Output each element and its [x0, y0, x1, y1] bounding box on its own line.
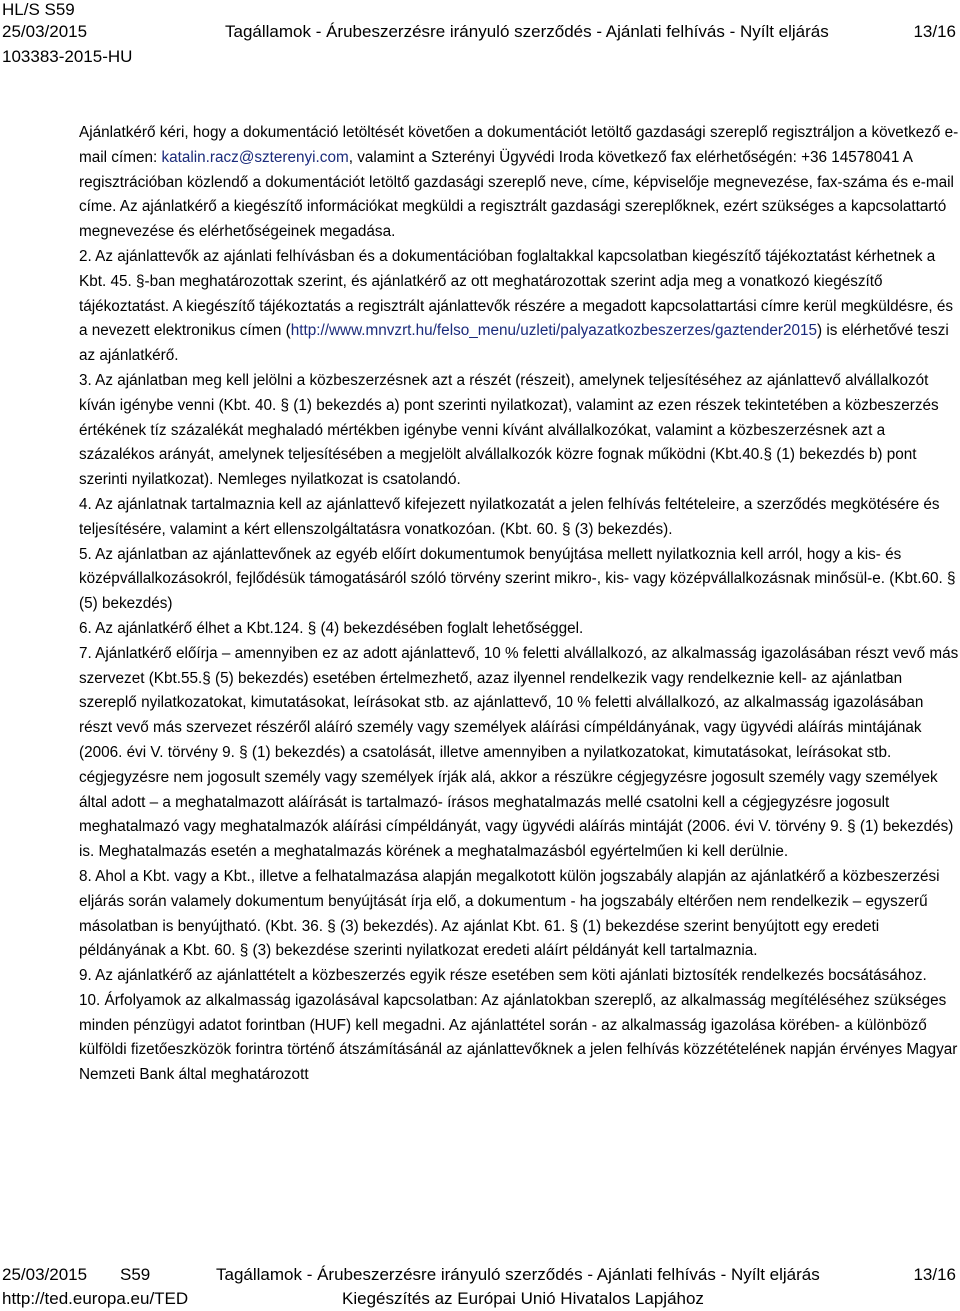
paragraph-2 — [79, 245, 959, 369]
paragraph-9: 9. Az ajánlatkérő az ajánlattételt a közbeszerzés egyik része esetében sem köti ajánlati biztosíték rendelkezés bocsátásához. — [79, 967, 927, 985]
paragraph-text: 2. Az ajánlattevők az ajánlati felhívásban és a dokumentációban foglaltakkal kapcsolatban kiegészítő tájékoztatást kérhetnek a Kbt. 45. §-ban meghatározottak szerint, és ajánlatkérő az ott meghatározottak szerint adja meg a vonatkozó kiegészítő tájékoztatást. A kiegészítő tájékoztatás a regisztrált ajánlattevők részére a megadott kapcsolattartási címre kerül megküldésre, és a nevezett elektronikus címen ( — [79, 247, 954, 340]
footer-publisher: Kiegészítés az Európai Unió Hivatalos Lapjához — [342, 1289, 704, 1308]
header-date: 25/03/2015 — [2, 22, 88, 41]
footer-title: Tagállamok - Árubeszerzésre irányuló szerződés - Ajánlati felhívás - Nyílt eljárás — [216, 1265, 820, 1284]
footer-form: S59 — [120, 1265, 151, 1284]
header-page-number: 13/16 — [913, 22, 956, 41]
form-code: HL/S S59 — [2, 0, 75, 19]
paragraph-3: 3. Az ajánlatban meg kell jelölni a közbeszerzésnek azt a részét (részeit), amelynek teljesítéséhez az ajánlattevő alvállalkozót kíván igénybe venni (Kbt. 40. § (1) bekezdés a) pont szerinti nyilatkozat), valamint az ezen részek tekintetében a közbeszerzés értékének tíz százalékát meghaladó mértékben igénybe venni kívánt alvállalkozókat, valamint a közbeszerzésnek azt a százalékos arányát, amelynek teljesítésében a megjelölt alvállalkozók közre fognak működni (Kbt.40.§ (1) bekezdés b) pont szerinti nyilatkozat). Nemleges nyilatkozat is csatolandó. — [79, 371, 939, 489]
footer-url[interactable]: http://ted.europa.eu/TED — [2, 1289, 189, 1308]
email-link[interactable]: katalin.racz@szterenyi.com — [161, 148, 349, 166]
paragraph-text: ) is elérhetővé teszi az ajánlatkérő. — [79, 322, 949, 365]
paragraph-text: Ajánlatkérő kéri, hogy a dokumentáció letöltését követően a dokumentációt letöltő gazdasági szereplő regisztráljon a következő e-mail címen: — [79, 124, 959, 166]
footer-page-number: 13/16 — [913, 1265, 956, 1284]
paragraph-7: 7. Ajánlatkérő előírja – amennyiben ez az adott ajánlattevő, 10 % feletti alvállalkozó, az alkalmasság igazolásában részt vevő más szervezet (Kbt.55.§ (5) bekezdés) esetében értelmezhető, azaz ilyennel rendelkezik vagy rendelkeznie kell- az ajánlatban szereplő nyilatkozatokat, kimutatásokat, leírásokat stb. az ajánlattevő, 10 % feletti alvállalkozó, az alkalmasság igazolásában részt vevő más szervezet részéről aláíró személy vagy személyek aláírási címpéldányának, vagy ügyvédi aláírás mintájának (2006. évi V. törvény 9. § (1) bekezdés) a csatolását, illetve amennyiben a nyilatkozatokat, kimutatásokat, leírásokat stb. cégjegyzésre nem jogosult személy vagy személyek írják alá, akkor a részükre cégjegyzésre jogosult személy vagy személyek által adott – a meghatalmazott aláírását is tartalmazó- írásos meghatalmazás mellé csatolni kell a cégjegyzésre jogosult meghatalmazó vagy meghatalmazók aláírási címpéldányát, vagy ügyvédi aláírás mintáját (2006. évi V. törvény 9. § (1) bekezdés) is. Meghatalmazás esetén a meghatalmazás körének a meghatalmazásból egyértelműen ki kell derülnie. — [79, 644, 959, 861]
paragraph-8: 8. Ahol a Kbt. vagy a Kbt., illetve a felhatalmazása alapján megalkotott külön jogszabály alapján az ajánlatkérő a közbeszerzési eljárás során valamely dokumentum benyújtását írja elő, a dokumentum - ha jogszabály eltérően nem rendelkezik – egyszerű másolatban is benyújtható. (Kbt. 36. § (3) bekezdés). Az ajánlat Kbt. 61. § (1) bekezdése szerint benyújtott egy eredeti példányának a Kbt. 60. § (3) bekezdése szerinti nyilatkozat eredeti aláírt példányát kell tartalmaznia. — [79, 867, 940, 960]
paragraph-10: 10. Árfolyamok az alkalmasság igazolásával kapcsolatban: Az ajánlatokban szereplő, az alkalmasság megítéléséhez szükséges minden pénzügyi adatot forintban (HUF) kell megadni. Az ajánlattétel során - az alkalmasság igazolása körében- a különböző külföldi fizetőeszközök forintra történő átszámításánál az ajánlattevőknek a jelen felhívás közzétételének napján érvényes Magyar Nemzeti Bank által meghatározott — [79, 991, 958, 1084]
paragraph-text: , valamint a Szterényi Ügyvédi Iroda következő fax elérhetőségén: +36 14578041 A regisztrációban közlendő a dokumentációt letöltő gazdasági szereplő neve, címe, képviselője megnevezése, fax-száma és e-mail címe. Az ajánlatkérő a kiegészítő információkat megküldi a regisztrált gazdasági szereplőknek, ezért szükséges a kapcsolattartó megnevezése és elérhetőségeinek megadása. — [79, 148, 954, 241]
notice-id: 103383-2015-HU — [2, 47, 133, 66]
paragraph-registration — [79, 121, 959, 245]
url-link[interactable]: http://www.mnvzrt.hu/felso_menu/uzleti/palyazatkozbeszerzes/gaztender2015 — [290, 322, 818, 340]
paragraph-6: 6. Az ajánlatkérő élhet a Kbt.124. § (4) bekezdésében foglalt lehetőséggel. — [79, 619, 584, 637]
paragraph-5: 5. Az ajánlatban az ajánlattevőnek az egyéb előírt dokumentumok benyújtása mellett nyilatkoznia kell arról, hogy a kis- és középvállalkozásokról, fejlődésük támogatásáról szóló törvény szerint mikro-, kis- vagy középvállalkozásnak minősül-e. (Kbt.60. § (5) bekezdés) — [79, 545, 956, 613]
footer-date: 25/03/2015 — [2, 1265, 88, 1284]
paragraph-4: 4. Az ajánlatnak tartalmaznia kell az ajánlattevő kifejezett nyilatkozatát a jelen felhívás feltételeire, a szerződés megkötésére és teljesítésére, valamint a kért ellenszolgáltatásra vonatkozóan. (Kbt. 60. § (3) bekezdés). — [79, 495, 940, 538]
header-title: Tagállamok - Árubeszerzésre irányuló szerződés - Ajánlati felhívás - Nyílt eljárás — [225, 22, 829, 41]
document-body — [79, 121, 959, 1088]
